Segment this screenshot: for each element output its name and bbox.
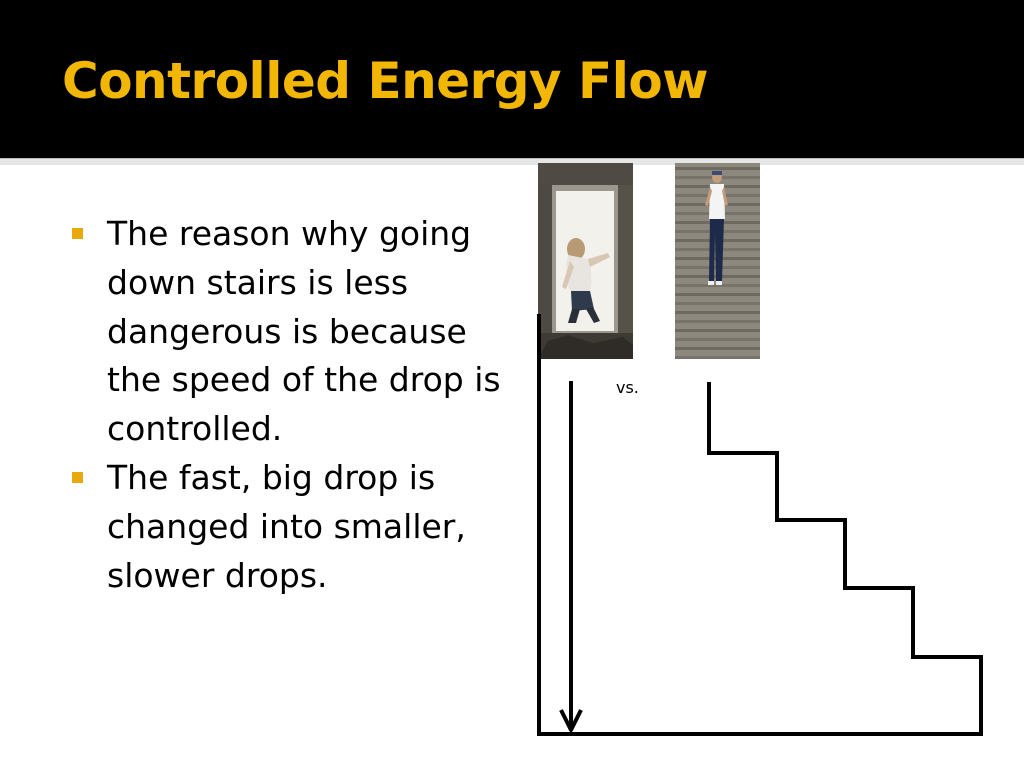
title-divider <box>0 158 1024 165</box>
bullet-text: The fast, big drop is changed into smaller, slower drops. <box>107 457 466 595</box>
doorway-jump-photo <box>538 163 633 359</box>
slide-title: Controlled Energy Flow <box>62 52 708 110</box>
bullet-item <box>72 454 512 600</box>
vs-label: vs. <box>616 378 639 397</box>
bullet-text: The reason why going down stairs is less dangerous is because the speed of the drop is controlled. <box>107 214 501 449</box>
square-bullet-icon <box>72 228 83 239</box>
bullet-item <box>72 210 512 454</box>
diagram-frame <box>539 314 983 734</box>
staircase-profile <box>709 382 981 734</box>
arrow-head-icon <box>561 710 581 730</box>
square-bullet-icon <box>72 472 83 483</box>
bullet-list <box>72 210 512 600</box>
stairs-walk-photo <box>675 163 760 359</box>
